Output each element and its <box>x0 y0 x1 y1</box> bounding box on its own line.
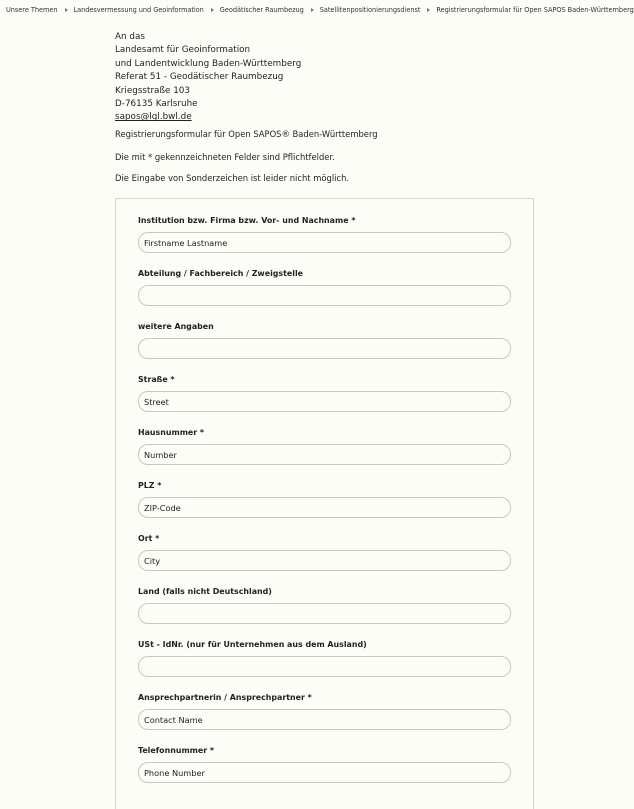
institution-input[interactable] <box>138 232 511 253</box>
vat-id-label: USt - IdNr. (nur für Unternehmen aus dem Ausland) <box>138 640 367 649</box>
department-input[interactable] <box>138 285 511 306</box>
breadcrumb-item-satellitenpositionierungsdienst[interactable]: Satellitenpositionierungsdienst <box>319 6 421 14</box>
address-line: Landesamt für Geoinformation <box>115 45 251 56</box>
breadcrumb <box>6 4 634 16</box>
country-label: Land (falls nicht Deutschland) <box>138 587 272 596</box>
chevron-right-icon <box>65 8 68 12</box>
zip-label: PLZ * <box>138 481 162 490</box>
address-line: Referat 51 - Geodätischer Raumbezug <box>115 72 284 83</box>
house-number-label: Hausnummer * <box>138 428 205 437</box>
special-characters-note: Die Eingabe von Sonderzeichen ist leider nicht möglich. <box>115 173 350 183</box>
address-line: Kriegsstraße 103 <box>115 85 190 96</box>
email-link[interactable]: sapos@lgl.bwl.de <box>115 112 192 123</box>
department-label: Abteilung / Fachbereich / Zweigstelle <box>138 269 304 278</box>
required-fields-note: Die mit * gekennzeichneten Felder sind Pflichtfelder. <box>115 152 335 162</box>
chevron-right-icon <box>311 8 314 12</box>
zip-input[interactable] <box>138 497 511 518</box>
city-input[interactable] <box>138 550 511 571</box>
contact-person-input[interactable] <box>138 709 511 730</box>
breadcrumb-item-landesvermessung[interactable]: Landesvermessung und Geoinformation <box>73 6 204 14</box>
street-input[interactable] <box>138 391 511 412</box>
vat-id-input[interactable] <box>138 656 511 677</box>
phone-input[interactable] <box>138 762 511 783</box>
city-label: Ort * <box>138 534 160 543</box>
additional-info-label: weitere Angaben <box>138 322 214 331</box>
country-input[interactable] <box>138 603 511 624</box>
chevron-right-icon <box>427 8 430 12</box>
address-line: D-76135 Karlsruhe <box>115 99 198 110</box>
house-number-input[interactable] <box>138 444 511 465</box>
address-line: An das <box>115 32 145 42</box>
breadcrumb-item-current-page: Registrierungsformular für Open SAPOS Baden-Württemberg <box>436 6 634 14</box>
institution-label: Institution bzw. Firma bzw. Vor- und Nachname * <box>138 216 356 225</box>
street-label: Straße * <box>138 375 175 384</box>
breadcrumb-item-unsere-themen[interactable]: Unsere Themen <box>6 6 58 14</box>
contact-person-label: Ansprechpartnerin / Ansprechpartner * <box>138 693 312 702</box>
form-title: Registrierungsformular für Open SAPOS® Baden-Württemberg <box>115 129 378 139</box>
breadcrumb-item-geodaetischer-raumbezug[interactable]: Geodätischer Raumbezug <box>219 6 304 14</box>
address-line: und Landentwicklung Baden-Württemberg <box>115 58 302 69</box>
additional-info-input[interactable] <box>138 338 511 359</box>
postal-address <box>115 31 301 125</box>
chevron-right-icon <box>211 8 214 12</box>
phone-label: Telefonnummer * <box>138 746 215 755</box>
